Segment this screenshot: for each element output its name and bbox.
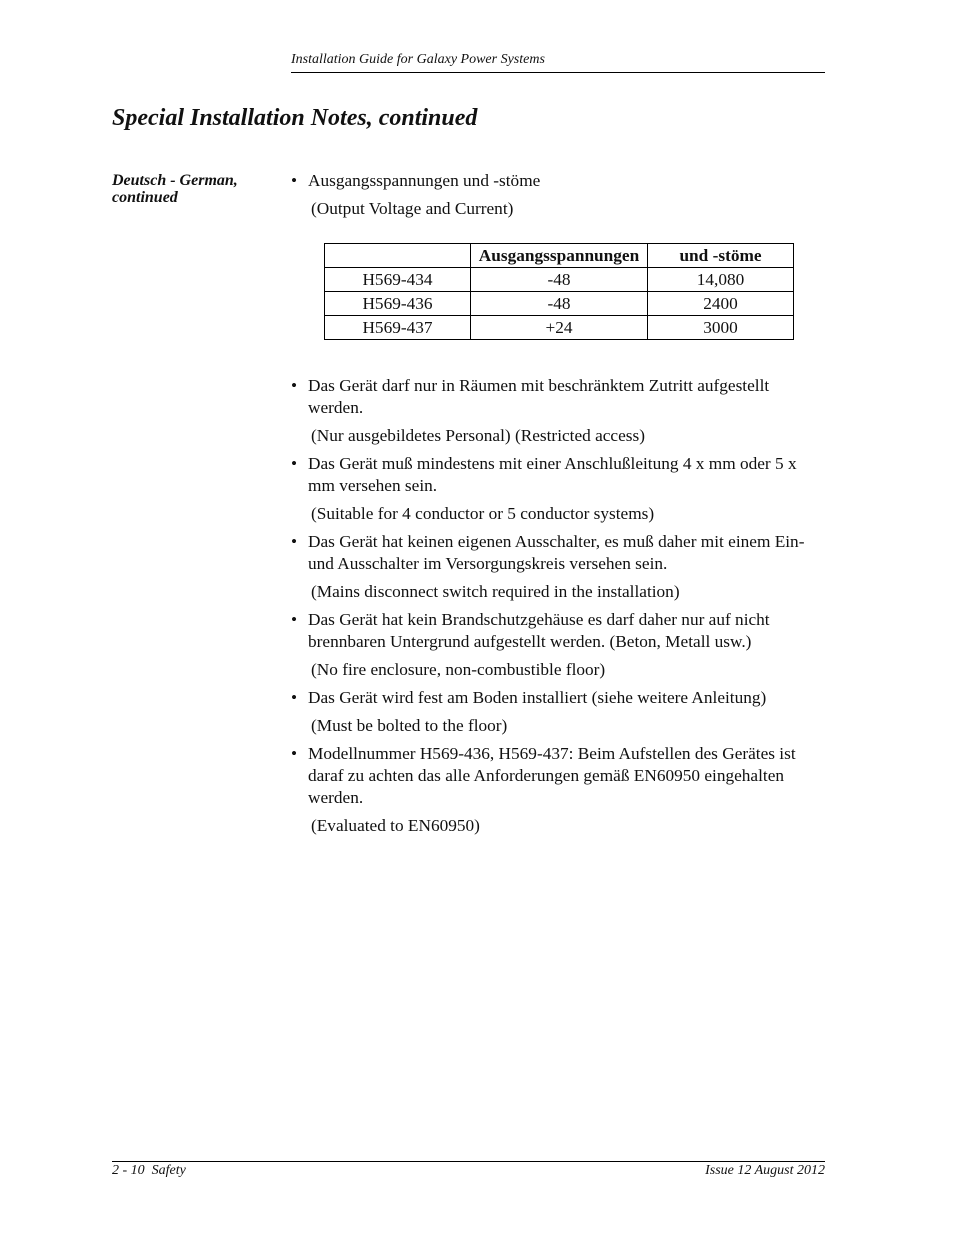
table-row — [325, 292, 794, 316]
bullet-icon: • — [291, 171, 298, 190]
table-cell: +24 — [471, 316, 648, 340]
table-header-cell: Ausgangsspannungen — [471, 244, 648, 268]
bullet-icon: • — [291, 532, 298, 551]
table-cell: H569-434 — [325, 268, 471, 292]
intro-block — [291, 170, 826, 220]
note-translation: (Mains disconnect switch required in the installation) — [311, 582, 680, 601]
intro-bullet — [291, 170, 826, 192]
table-row — [325, 268, 794, 292]
side-heading-line2: continued — [112, 189, 178, 206]
intro-translation: (Output Voltage and Current) — [311, 199, 514, 218]
intro-bullet-text: Ausgangsspannungen und -stöme — [308, 171, 541, 190]
note-translation: (Suitable for 4 conductor or 5 conductor systems) — [311, 504, 655, 523]
note-text: Das Gerät hat kein Brandschutzgehäuse es darf daher nur auf nicht brennbaren Untergrund aufgestellt werden. (Beton, Metall usw.) — [308, 610, 770, 651]
note-text: Das Gerät wird fest am Boden installiert (siehe weitere Anleitung) — [308, 688, 767, 707]
page-title: Special Installation Notes, continued — [112, 105, 478, 131]
voltage-table — [324, 243, 794, 340]
table-cell: 3000 — [648, 316, 794, 340]
note-translation: (No fire enclosure, non-combustible floor) — [311, 660, 606, 679]
list-item — [291, 531, 826, 575]
bullet-icon: • — [291, 610, 298, 629]
table-cell: H569-437 — [325, 316, 471, 340]
side-heading-line1: Deutsch - German, — [112, 172, 238, 189]
note-text: Das Gerät hat keinen eigenen Ausschalter, es muß daher mit einem Ein- und Ausschalter im Versorgungskreis versehen sein. — [308, 532, 805, 573]
table-cell: 2400 — [648, 292, 794, 316]
bullet-icon: • — [291, 376, 298, 395]
table-header-cell — [325, 244, 471, 268]
table-cell: H569-436 — [325, 292, 471, 316]
table-cell: -48 — [471, 268, 648, 292]
note-translation: (Evaluated to EN60950) — [311, 816, 480, 835]
notes-list — [291, 375, 826, 837]
running-header: Installation Guide for Galaxy Power Systems — [291, 52, 545, 67]
bullet-icon: • — [291, 744, 298, 763]
bullet-icon: • — [291, 688, 298, 707]
table-cell: 14,080 — [648, 268, 794, 292]
note-translation: (Nur ausgebildetes Personal) (Restricted access) — [311, 426, 645, 445]
footer-rule — [112, 1161, 825, 1162]
list-item — [291, 687, 826, 709]
table-header-row — [325, 244, 794, 268]
side-heading — [112, 172, 238, 206]
footer-issue: Issue 12 August 2012 — [705, 1163, 825, 1178]
note-text: Modellnummer H569-436, H569-437: Beim Aufstellen des Gerätes ist daraf zu achten das alle Anforderungen gemäß EN60950 eingehalten werden. — [308, 744, 796, 807]
note-translation: (Must be bolted to the floor) — [311, 716, 508, 735]
note-text: Das Gerät muß mindestens mit einer Anschlußleitung 4 x mm oder 5 x mm versehen sein. — [308, 454, 797, 495]
list-item — [291, 609, 826, 653]
header-rule — [291, 72, 825, 73]
table-cell: -48 — [471, 292, 648, 316]
bullet-icon: • — [291, 454, 298, 473]
table-header-cell: und -stöme — [648, 244, 794, 268]
list-item — [291, 375, 826, 419]
list-item — [291, 743, 826, 809]
table-row — [325, 316, 794, 340]
footer-page-number: 2 - 10 Safety — [112, 1163, 186, 1178]
list-item — [291, 453, 826, 497]
note-text: Das Gerät darf nur in Räumen mit beschränktem Zutritt aufgestellt werden. — [308, 376, 770, 417]
